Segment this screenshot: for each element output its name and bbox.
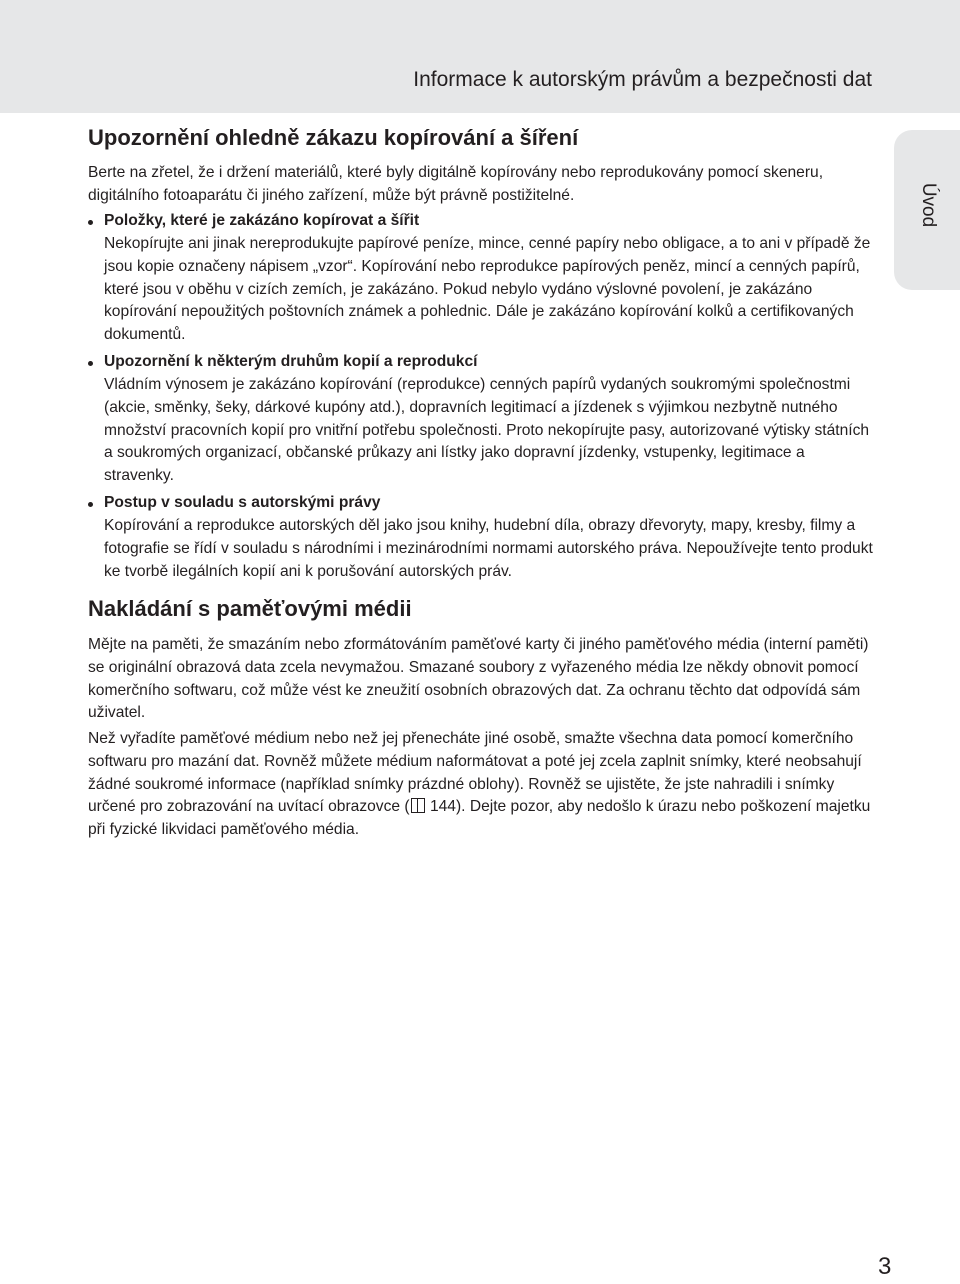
section-heading-copying: Upozornění ohledně zákazu kopírování a šíření — [88, 125, 579, 150]
section-heading-media: Nakládání s paměťovými médii — [88, 596, 412, 621]
bullet-icon — [88, 361, 93, 366]
side-tab-label: Úvod — [918, 182, 939, 228]
media-paragraph-1: Mějte na paměti, že smazáním nebo zformátováním paměťové karty či jiného paměťového média (interní paměti) se originální obrazová data zcela nevymažou. Smazané soubory z vyřazeného média lze někdy obnovit pomocí komerčního softwaru, což může vést ke zneužití osobních obrazových dat. Za ochranu těchto dat odpovídá sám uživatel. — [88, 636, 869, 722]
bullet-title: Položky, které je zakázáno kopírovat a šířit — [104, 212, 420, 229]
bullet-title: Upozornění k některým druhům kopií a reprodukcí — [104, 353, 478, 370]
bullet-text: Vládním výnosem je zakázáno kopírování (reprodukce) cenných papírů vydaných soukromými společnostmi (akcie, směnky, šeky, dárkové kupóny atd.), dopravních legitimací a jízdenek s výjimkou nezbytně nutného množství pracovních kopií pro vnitřní potřebu společnosti. Proto nekopírujte pasy, autorizované výtisky státních a soukromých organizací, občanské průkazy ani lístky jako dopravní jízdenky, vstupenky, legitimace a stravenky. — [104, 376, 870, 485]
bullet-title: Postup v souladu s autorskými právy — [104, 494, 381, 511]
book-icon — [411, 798, 425, 813]
media-paragraph-2-end: ). Dejte pozor, aby nedošlo k úrazu nebo poškození majetku při fyzické likvidaci paměťového média. — [88, 798, 871, 839]
page-reference[interactable]: 144 — [429, 798, 456, 816]
bullet-text: Kopírování a reprodukce autorských děl jako jsou knihy, hudební díla, obrazy dřevoryty, mapy, kresby, filmy a fotografie se řídí v souladu s národními i mezinárodními normami autorského práva. Nepoužívejte tento produkt ke tvorbě ilegálních kopií ani k porušování autorských práv. — [104, 517, 873, 580]
page-number: 3 — [878, 1253, 892, 1280]
media-paragraph-2-start: Než vyřadíte paměťové médium nebo než jej přenecháte jiné osobě, smažte všechna data pomocí komerčního softwaru pro mazání dat. Rovněž můžete médium naformátovat a poté jej zcela zaplnit snímky, které neobsahují žádné soukromé informace (například snímky prázdné oblohy). Rovněž se ujistěte, že jste nahradili i snímky určené pro zobrazování na uvítací obrazovce ( — [88, 730, 862, 816]
bullet-text: Nekopírujte ani jinak nereprodukujte papírové peníze, mince, cenné papíry nebo obligace, a to ani v případě že jsou kopie označeny nápisem „vzor“. Kopírování nebo reprodukce papírových peněz, mincí a cenných papírů, které jsou v oběhu v cizích zemích, je zakázáno. Pokud nebylo vydáno výslovné povolení, je zakázáno kopírování nepoužitých poštovních známek a pohlednic. Dále je zakázáno kopírování kolků a certifikovaných dokumentů. — [104, 235, 871, 344]
media-paragraph-2 — [88, 728, 874, 842]
header-title: Informace k autorským právům a bezpečnosti dat — [413, 68, 872, 91]
bullet-icon — [88, 502, 93, 507]
copying-intro: Berte na zřetel, že i držení materiálů, které byly digitálně kopírovány nebo reprodukovány pomocí skeneru, digitálního fotoaparátu či jiného zařízení, může být právně postižitelné. — [88, 164, 824, 204]
bullet-icon — [88, 220, 93, 225]
header-band — [0, 0, 960, 113]
